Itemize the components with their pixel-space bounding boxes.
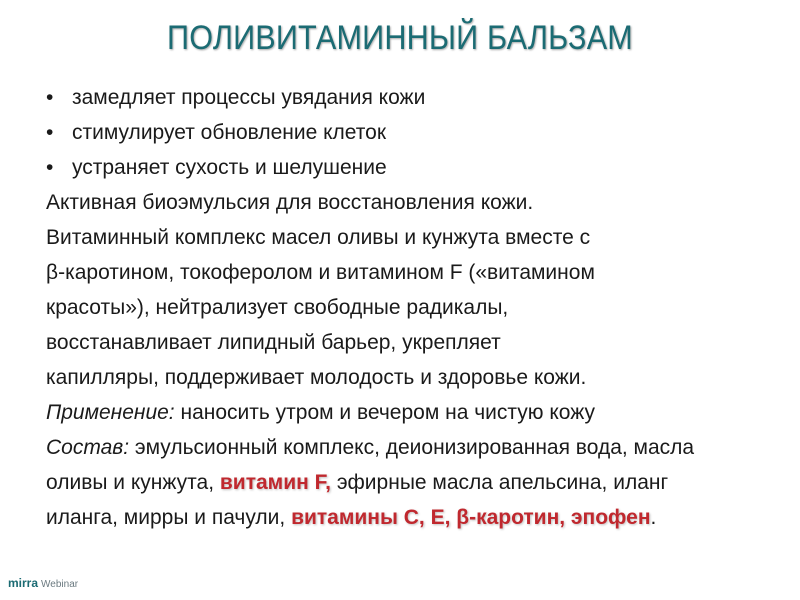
bullet-icon: • — [46, 156, 54, 179]
benefit-text: стимулирует обновление клеток — [72, 121, 387, 144]
bullet-icon: • — [46, 86, 54, 109]
highlight-vitamins: витамины С, Е, β-каротин, эпофен — [291, 506, 651, 529]
list-item — [46, 80, 776, 115]
composition-text: иланга, мирры и пачули, — [46, 506, 292, 529]
mirra-logo — [8, 575, 78, 593]
slide-content — [46, 80, 776, 535]
logo-sub: Webinar — [41, 579, 79, 590]
description-line: красоты»), нейтрализует свободные радикалы, — [46, 296, 509, 319]
list-item — [46, 115, 776, 150]
benefit-text: устраняет сухость и шелушение — [72, 156, 387, 179]
composition-text: эфирные масла апельсина, иланг — [330, 471, 669, 494]
benefits-list — [46, 80, 776, 185]
logo-brand: mirra — [8, 576, 39, 590]
composition-paragraph — [46, 430, 776, 535]
composition-line — [46, 465, 776, 500]
description-line: восстанавливает липидный барьер, укрепляет — [46, 331, 501, 354]
composition-label: Состав: — [46, 436, 130, 459]
description-line: Витаминный комплекс масел оливы и кунжута вместе с — [46, 226, 591, 249]
description-paragraph — [46, 185, 776, 395]
bullet-icon: • — [46, 121, 54, 144]
page-title: ПОЛИВИТАМИННЫЙ БАЛЬЗАМ — [167, 19, 633, 57]
description-line: Активная биоэмульсия для восстановления кожи. — [46, 191, 534, 214]
composition-line — [46, 430, 776, 465]
composition-text: . — [650, 506, 657, 529]
highlight-vitamin-f: витамин F, — [219, 471, 331, 494]
composition-text: оливы и кунжута, — [46, 471, 220, 494]
composition-line — [46, 500, 776, 535]
application-label: Применение: — [46, 401, 175, 424]
list-item — [46, 150, 776, 185]
description-line: β-каротином, токоферолом и витамином F («витамином — [46, 261, 595, 284]
description-line: капилляры, поддерживает молодость и здоровье кожи. — [46, 366, 587, 389]
application-line — [46, 395, 776, 430]
application-paragraph — [46, 395, 776, 430]
composition-text: эмульсионный комплекс, деионизированная вода, масла — [129, 436, 695, 459]
benefit-text: замедляет процессы увядания кожи — [72, 86, 426, 109]
application-text: наносить утром и вечером на чистую кожу — [174, 401, 595, 424]
